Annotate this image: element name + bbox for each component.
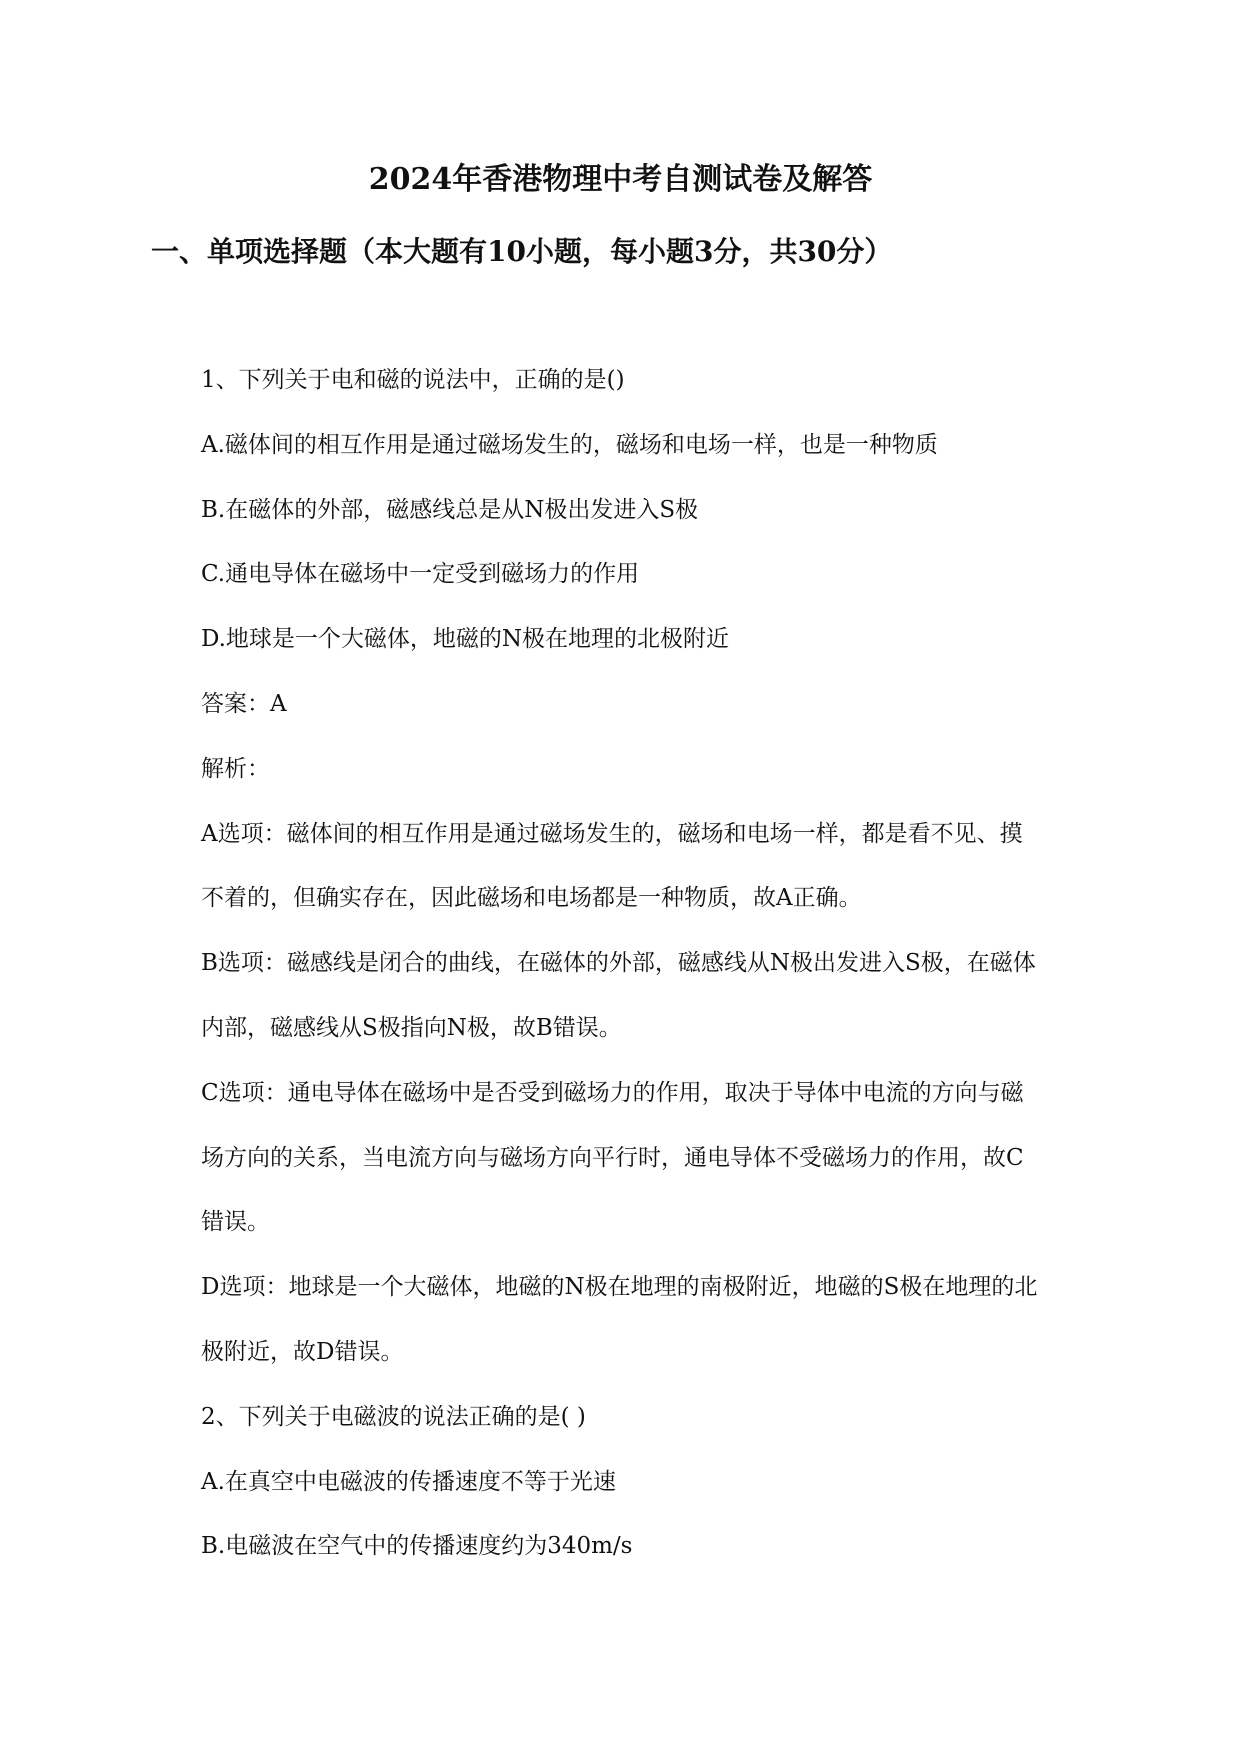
question-1-option-c: C.通电导体在磁场中一定受到磁场力的作用	[201, 561, 640, 588]
analysis-line: 场方向的关系，当电流方向与磁场方向平行时，通电导体不受磁场力的作用，故C	[201, 1144, 1024, 1171]
question-2-option-b: B.电磁波在空气中的传播速度约为340m/s	[201, 1533, 633, 1560]
analysis-line: 不着的，但确实存在，因此磁场和电场都是一种物质，故A正确。	[201, 885, 862, 912]
question-1-answer: 答案：A	[201, 690, 287, 717]
question-1-stem: 1、下列关于电和磁的说法中，正确的是()	[201, 367, 625, 393]
analysis-line: 内部，磁感线从S极指向N极，故B错误。	[201, 1014, 622, 1041]
question-1-analysis-d	[201, 1255, 1101, 1385]
question-1-analysis-label: 解析：	[201, 755, 270, 782]
section-title: 一、单项选择题（本大题有10小题，每小题3分，共30分）	[151, 235, 893, 268]
analysis-line: 错误。	[201, 1209, 270, 1236]
question-1-option-b: B.在磁体的外部，磁感线总是从N极出发进入S极	[201, 496, 699, 523]
analysis-line: 极附近，故D错误。	[201, 1338, 404, 1365]
question-1-analysis-b	[201, 931, 1101, 1061]
question-1-option-a: A.磁体间的相互作用是通过磁场发生的，磁场和电场一样，也是一种物质	[201, 431, 938, 458]
question-2-stem: 2、下列关于电磁波的说法正确的是( )	[201, 1403, 586, 1430]
document-title: 2024年香港物理中考自测试卷及解答	[368, 162, 873, 197]
analysis-line: D选项：地球是一个大磁体，地磁的N极在地理的南极附近，地磁的S极在地理的北	[201, 1274, 1038, 1301]
question-2	[201, 1385, 1101, 1579]
question-1	[201, 348, 1101, 1385]
question-1-option-d: D.地球是一个大磁体，地磁的N极在地理的北极附近	[201, 626, 730, 653]
document-body	[201, 348, 1101, 1579]
analysis-line: B选项：磁感线是闭合的曲线，在磁体的外部，磁感线从N极出发进入S极，在磁体	[201, 950, 1036, 977]
analysis-line: C选项：通电导体在磁场中是否受到磁场力的作用，取决于导体中电流的方向与磁	[201, 1079, 1024, 1106]
question-1-analysis-c	[201, 1061, 1101, 1255]
question-2-option-a: A.在真空中电磁波的传播速度不等于光速	[201, 1468, 616, 1495]
question-1-analysis-a	[201, 802, 1101, 932]
analysis-line: A选项：磁体间的相互作用是通过磁场发生的，磁场和电场一样，都是看不见、摸	[201, 820, 1023, 847]
